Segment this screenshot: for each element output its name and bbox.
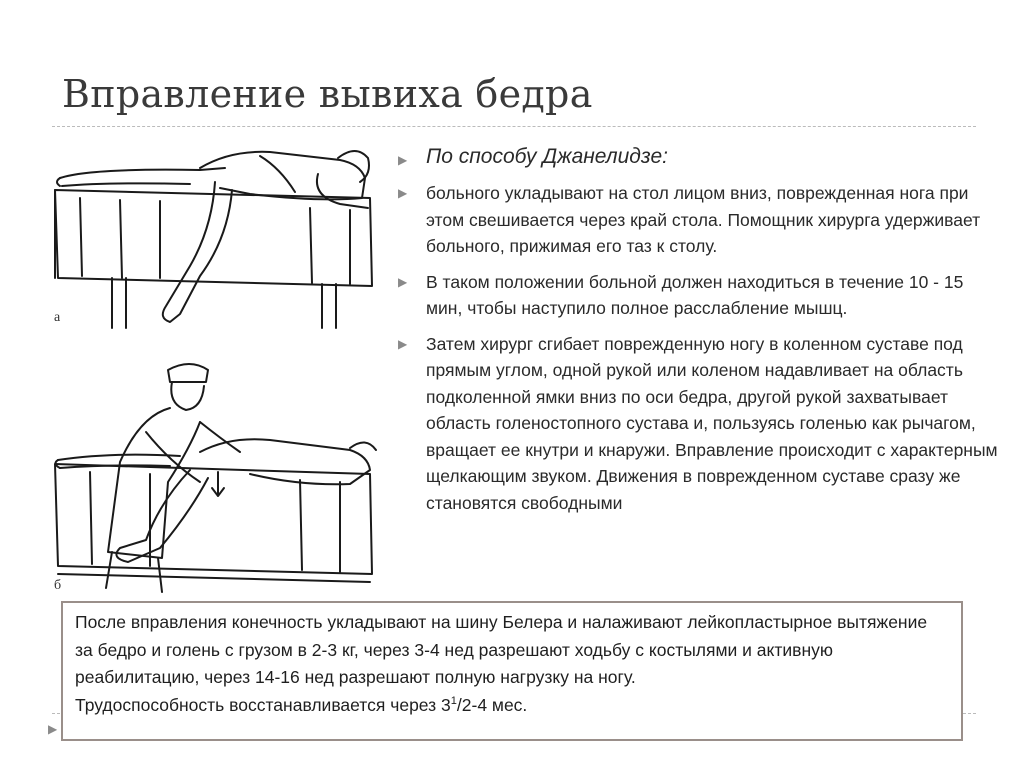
- bullet-item: [398, 180, 1002, 260]
- recovery-prefix: Трудоспособность восстанавливается через 3: [75, 694, 451, 715]
- figure-a-label: а: [54, 310, 61, 325]
- bullet-item: [398, 269, 1002, 322]
- bullet-text: Затем хирург сгибает поврежденную ногу в коленном суставе под прямым углом, одной рукой или коленом надавливает на область подколенной ямки вниз по оси бедра, другой рукой захватывает область голеностопного сустава и, пользуясь голенью как рычагом, вращает ее кнутри и кнаружи. Вправление происходит с характерным щелкающим звуком. Движения в поврежденном суставе сразу же становятся свободными: [426, 333, 998, 513]
- bullet-item: [398, 331, 1002, 517]
- triangle-right-icon: ▶: [398, 153, 408, 167]
- bullet-text: В таком положении больной должен находиться в течение 10 - 15 мин, чтобы наступило полное расслабление мышц.: [426, 271, 964, 318]
- bullet-list: [398, 142, 1002, 525]
- illustration-patient-prone: [50, 138, 380, 338]
- triangle-right-icon: ▶: [398, 336, 408, 351]
- bullet-text: По способу Джанелидзе:: [426, 145, 668, 168]
- figure-b-label: б: [54, 578, 62, 593]
- slide-title: Вправление вывиха бедра: [62, 72, 593, 116]
- title-divider: [52, 126, 976, 127]
- recovery-superscript: 1: [450, 694, 457, 707]
- note-recovery: [75, 692, 947, 720]
- note-paragraph: После вправления конечность укладывают на шину Белера и налаживают лейкопластырное вытяжение за бедро и голень с грузом в 2-3 кг, через 3-4 нед разрешают ходьбу с костылями и активную реабилитацию, через 14-16 нед разрешают полную нагрузку на ногу.: [75, 612, 928, 687]
- triangle-right-icon: ▶: [398, 186, 408, 200]
- bullet-heading: [398, 142, 1002, 172]
- triangle-right-icon: ▶: [398, 274, 408, 289]
- triangle-right-icon: ▶: [48, 722, 58, 736]
- illustration-surgeon-reduction: [50, 352, 380, 597]
- recovery-suffix: /2-4 мес.: [456, 694, 528, 715]
- note-box: [61, 601, 963, 741]
- bullet-text: больного укладывают на стол лицом вниз, поврежденная нога при этом свешивается через край стола. Помощник хирурга удерживает больного, прижимая его таз к столу.: [426, 183, 981, 256]
